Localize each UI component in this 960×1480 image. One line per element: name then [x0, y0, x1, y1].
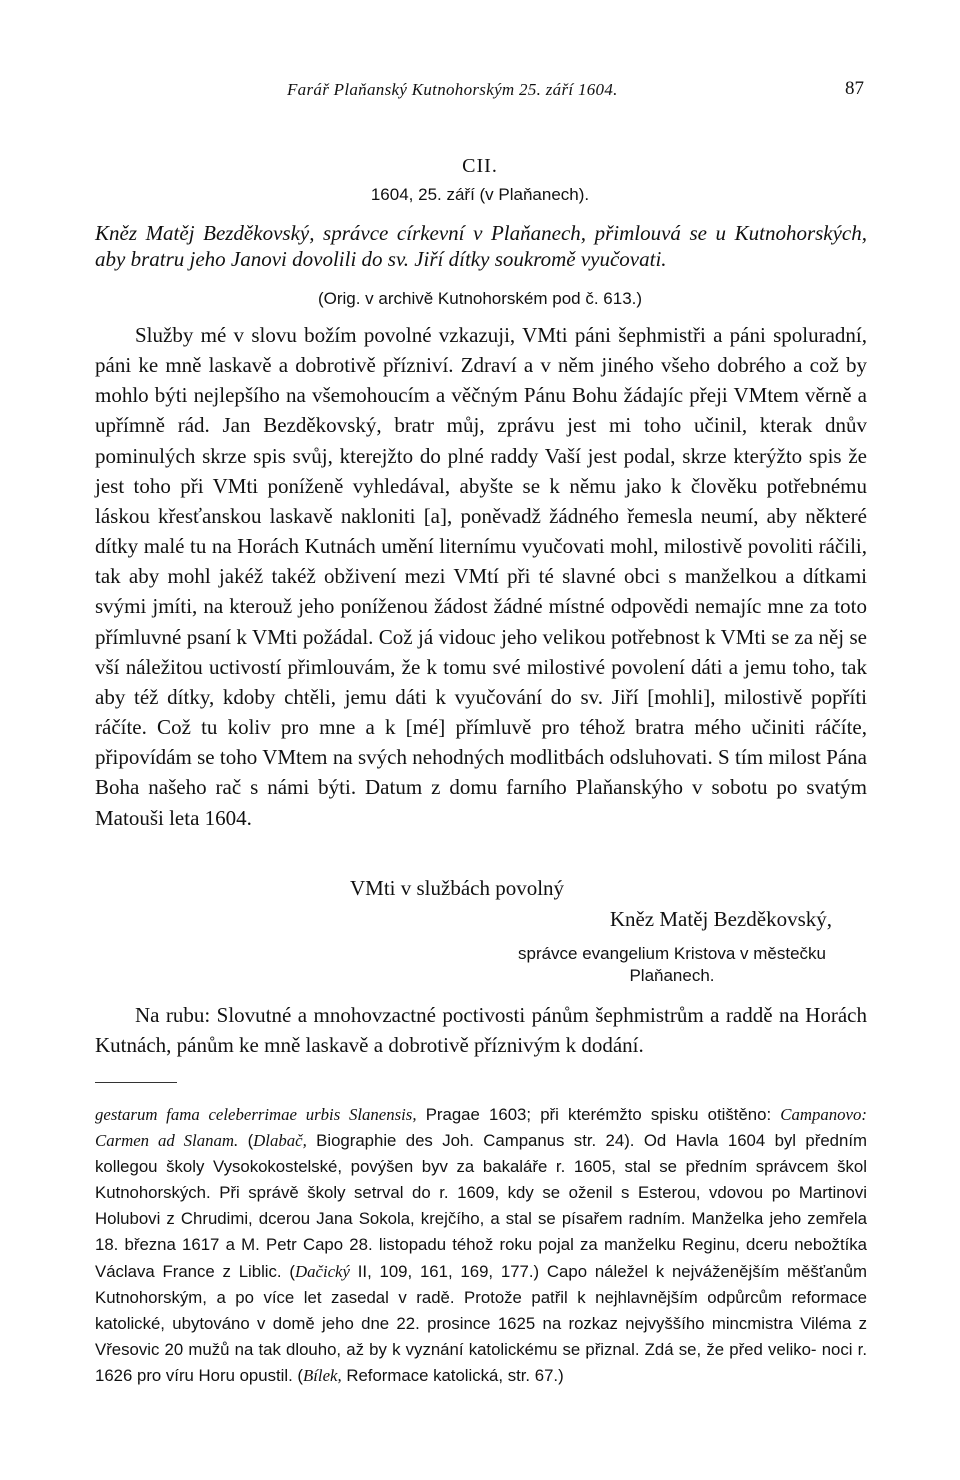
footnote-text: (	[238, 1131, 254, 1151]
letter-body: Služby mé v slovu božím povolné vzkazuji, VMti páni šephmistři a páni spoluradní, páni ke mně laskavě a dobrotivě přízniví. Zdraví a v něm jiného všeho dobrého a což by mohlo býti nejlepšího na všemohoucím a věčným Pánu Bohu žádajíc přeji VMtem věrně a upřímně rád. Jan Bezděkovský, bratr můj, zprávu jest mi toho učinil, kterak dnův pominulých skrze spis svůj, kterejžto do plné raddy Vaší jest podal, skrze kterýžto spis že jest toho při VMti poníženě vyhledával, abyšte se k němu jako k člověku potřebnému láskou křesťanskou laskavě nakloniti [a], poněvadž žádného řemesla neumí, aby některé dítky malé tu na Horách Kutnách umění liternímu vyučovati mohl, milostivě povoliti ráčili, tak aby mohl jakéž takéž obživení mezi VMtí při té slavné obci s manželkou a dítkami svými jmíti, na kterouž jeho poníženou žádost žádné místné odpovědi nemajíc mne za toto přímluvné psaní k VMti požádal. Což já vidouc jeho velikou potřebnost k VMti se za něj se vší náležitou uctivostí přimlouvám, že k tomu své milostivé povolení dáti a jemu toho, tak aby též dítky, kdoby chtěli, jemu dáti k vyučování do sv. Jiří [mohli], milostivě popříti ráčíte. Což tu koliv pro mne a k [mé] přímluvě pro téhož bratra mého učiniti ráčíte, připovídám se toho VMtem na svých nehodných modlitbách odsluhovati. S tím milost Pána Boha našeho rač s námi býti. Datum z domu farního Plaňanskýho v sobotu po svatým Matouši leta 1604.	[95, 323, 867, 830]
footnote-italic-author: Bílek,	[303, 1365, 342, 1385]
page-number: 87	[845, 78, 864, 99]
signature-title-line-2: Plaňanech.	[629, 966, 715, 985]
source-note: (Orig. v archivě Kutnohorském pod č. 613.)	[317, 289, 643, 308]
running-head: Farář Plaňanský Kutnohorským 25. září 1604.	[287, 80, 618, 99]
document-number: CII.	[462, 155, 498, 177]
footnote-italic-author: Dlabač,	[253, 1131, 307, 1151]
signature-title	[496, 943, 848, 987]
footnote-italic-title: gestarum fama celeberrimae urbis Slanensis,	[95, 1105, 417, 1124]
footnote-italic-author: Dačický	[294, 1261, 350, 1281]
signature-title-line-1: správce evangelium Kristova v městečku	[517, 944, 827, 963]
footnote-text: Biographie des Joh. Campanus str. 24). Od Havla 1604 byl předním kollegou školy Vysokokostelské, povýšen byv za bakaláře r. 1605, stal se předním správcem škol Kutnohorských. Při správě školy setrval do r. 1609, kdy se oženil s Esterou, vdovou po Martinovi Holubovi z Chrudimi, dcerou Jana Sokola, krejčího, a stal se písařem radním. Manželka jeho zemřela 18. března 1617 a M. Petr Capo 28. listopadu téhož roku pojal za manželku Reginu, dceru nebožtíka Václava France z Liblic. (	[95, 1131, 867, 1281]
footnote-text: Pragae 1603; při kterémžto spisku otištěno:	[416, 1105, 781, 1124]
footnote-divider	[95, 1082, 177, 1083]
document-summary: Kněz Matěj Bezděkovský, správce církevní v Plaňanech, přimlouvá se u Kutnohorských, aby bratru jeho Janovi dovolili do sv. Jiří dítky soukromě vyučovati.	[95, 221, 867, 271]
footnote-text: Reformace katolická, str. 67.)	[341, 1365, 564, 1385]
reverse-address: Na rubu: Slovutné a mnohovzactné poctivosti pánům šephmistrům a raddě na Horách Kutnách, pánům ke mně laskavě a dobrotivě příznivým k dodání.	[95, 1003, 867, 1057]
footnote-italic-title: Campanovo: Carmen ad Slanam.	[95, 1105, 867, 1151]
letter-closing: VMti v službách povolný	[350, 876, 565, 900]
footnote-text: II, 109, 161, 169, 177.) Capo náležel k nejváženějším měšťanům Kutnohorským, a po více let zasedal v radě. Protože patřil k nejhlavnějším odpůrcům reformace katolické, ubytováno v domě jeho dne 22. prosince 1625 na rozkaz nejvyššího mincmistra Viléma z Vřesovic 20 mužů na tak dlouho, až by k vyznání katolickému se přiznal. Zdá se, že před veliko- noci r. 1626 pro víru Horu opustil. (	[95, 1261, 867, 1385]
signature-name: Kněz Matěj Bezděkovský,	[609, 907, 832, 931]
footnote	[95, 1102, 867, 1389]
document-dateline: 1604, 25. září (v Plaňanech).	[370, 185, 590, 204]
